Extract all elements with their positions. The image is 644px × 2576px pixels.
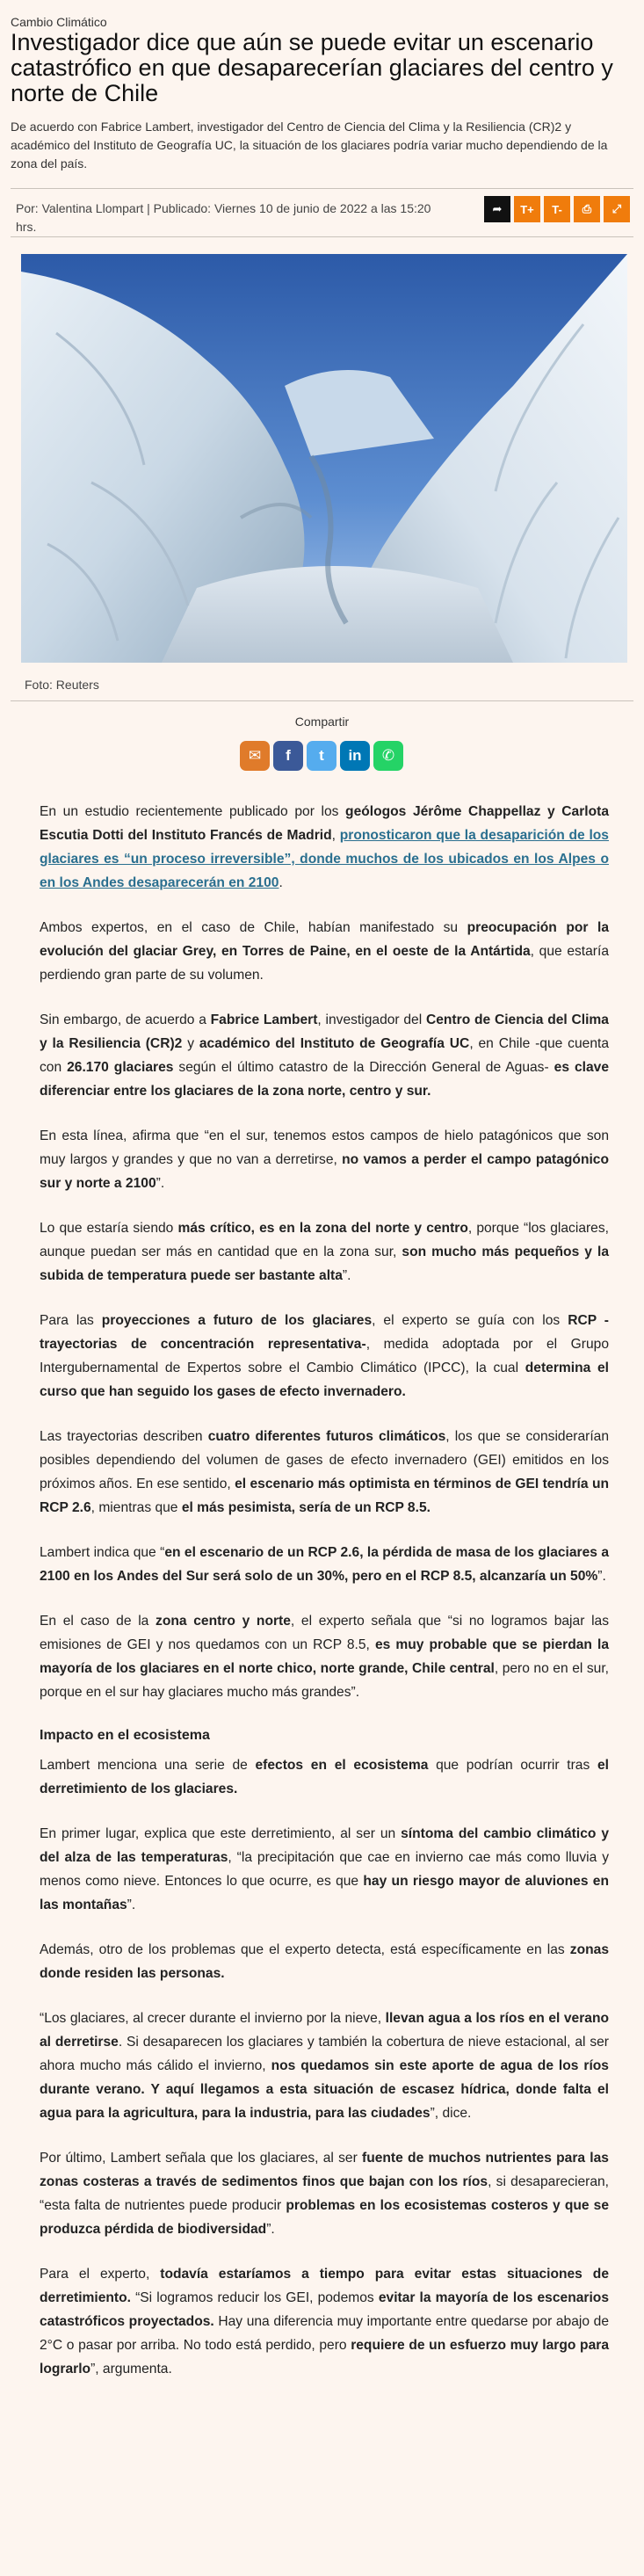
bold-text: en el escenario de un RCP 2.6, la pérdida de masa de los glaciares a 2100 en los Andes del Sur será solo de un 30%, pero en el RCP 8.5, alcanzaría un 50%	[40, 1545, 610, 1584]
bold-text: RCP -trayectorias de concentración representativa-	[40, 1313, 609, 1352]
text-run: Hay una diferencia muy importante entre quedarse por abajo de 2°C o pasar por arriba. No todo está perdido, pero	[40, 2314, 609, 2353]
paragraph	[40, 1425, 609, 1520]
text-run: Ambos expertos, en el caso de Chile, habían manifestado su	[40, 920, 467, 935]
text-run: En el caso de la	[40, 1614, 156, 1629]
article-tools	[484, 196, 630, 222]
bold-text: todavía estaríamos a tiempo para evitar estas situaciones de derretimiento.	[40, 2267, 609, 2305]
text-run: Por último, Lambert señala que los glaciares, al ser	[40, 2151, 363, 2166]
linkedin-icon[interactable]: in	[340, 741, 370, 771]
paragraph	[40, 1753, 609, 1801]
text-run: Lambert menciona una serie de	[40, 1758, 256, 1773]
bold-text: problemas en los ecosistemas costeros y que se produzca pérdida de biodiversidad	[40, 2198, 610, 2237]
bold-text: académico del Instituto de Geografía UC	[199, 1036, 470, 1051]
article-subheading: Impacto en el ecosistema	[40, 1728, 210, 1743]
paragraph	[40, 1008, 609, 1103]
text-run: , que estaría perdiendo gran parte de su volumen.	[40, 944, 610, 983]
text-run: Las trayectorias describen	[40, 1429, 208, 1444]
print-icon[interactable]: ⎙	[574, 196, 600, 222]
byline-bar	[11, 188, 633, 237]
article-paragraphs-2	[40, 1753, 609, 2381]
text-run: , los que se considerarían posibles dependiendo del volumen de gases de efecto invernadero (GEI) emitidos en los próximos años. En ese sentido,	[40, 1429, 609, 1491]
bold-text: evitar la mayoría de los escenarios catastróficos proyectados.	[40, 2290, 609, 2329]
share-arrow-icon[interactable]: ➦	[484, 196, 510, 222]
whatsapp-icon[interactable]: ✆	[373, 741, 403, 771]
email-icon[interactable]: ✉	[240, 741, 270, 771]
paragraph	[40, 1822, 609, 1917]
paragraph	[40, 1541, 609, 1588]
text-run: , el experto se guía con los	[372, 1313, 568, 1328]
article-paragraphs	[40, 800, 609, 1704]
text-run: que podrían ocurrir tras	[428, 1758, 597, 1773]
bold-text: es clave diferenciar entre los glaciares de la zona norte, centro y sur.	[40, 1060, 609, 1099]
text-run: , investigador del	[317, 1012, 426, 1027]
bold-text: preocupación por la evolución del glaciar Grey, en Torres de Paine, en el oeste de la Antártida	[40, 920, 609, 959]
text-run: , si desaparecieran, “esta falta de nutrientes puede producir	[40, 2174, 609, 2213]
article-lead: De acuerdo con Fabrice Lambert, investigador del Centro de Ciencia del Clima y la Resiliencia (CR)2 y académico del Instituto de Geografía UC, la situación de los glaciares podría variar mucho dependiendo de la zona del país.	[11, 120, 608, 171]
text-run: , “la precipitación que cae en invierno cae más como lluvia y menos como nieve. Entonces lo que ocurre, es que	[40, 1850, 610, 1889]
text-run: ,	[331, 828, 340, 843]
text-run: Además, otro de los problemas que el experto detecta, está específicamente en las	[40, 1942, 570, 1957]
text-run: Para las	[40, 1313, 102, 1328]
bold-text: más crítico, es en la zona del norte y centro	[177, 1221, 468, 1236]
text-run: , medida adoptada por el Grupo Intergubernamental de Expertos sobre el Cambio Climático (IPCC), la cual	[40, 1337, 610, 1375]
text-run: En primer lugar, explica que este derretimiento, al ser un	[40, 1826, 402, 1841]
text-run: , pero no en el sur, porque en el sur hay glaciares mucho más grandes”.	[40, 1661, 609, 1700]
text-run: , el experto señala que “si no logramos bajar las emisiones de GEI y nos quedamos con un RCP 8.5,	[40, 1614, 610, 1652]
paragraph	[40, 800, 609, 895]
text-run: “Si logramos reducir los GEI, podemos	[130, 2290, 379, 2305]
bold-text: el escenario más optimista en términos de GEI tendría un RCP 2.6	[40, 1477, 609, 1515]
text-run: En esta línea, afirma que “en el sur, tenemos estos campos de hielo patagónicos que son muy largos y grandes y que no van a derretirse,	[40, 1128, 609, 1167]
text-run: Lo que estaría siendo	[40, 1221, 178, 1236]
bold-text: nos quedamos sin este aporte de agua de los ríos durante verano. Y aquí llegamos a esta situación de escasez hídrica, donde falta el agua para la agricultura, para la industria, para las ciudades	[40, 2058, 609, 2121]
text-run: Para el experto,	[40, 2267, 161, 2282]
facebook-icon[interactable]: f	[273, 741, 303, 771]
paragraph	[40, 2146, 609, 2241]
paragraph	[40, 1938, 609, 1985]
text-run: Sin embargo, de acuerdo a	[40, 1012, 211, 1027]
text-run: ”.	[266, 2222, 275, 2237]
paragraph	[40, 1124, 609, 1195]
article-body	[40, 800, 609, 2402]
bold-text: efectos en el ecosistema	[255, 1758, 429, 1773]
bold-text: el derretimiento de los glaciares.	[40, 1758, 609, 1796]
text-run: . Si desaparecen los glaciares y también la cobertura de nieve estacional, al ser ahora mucho más cálido el invierno,	[40, 2035, 609, 2073]
share-buttons	[240, 741, 403, 771]
bold-text: zonas donde residen las personas.	[40, 1942, 609, 1981]
inline-link[interactable]: pronosticaron que la desaparición de los glaciares es “un proceso irreversible”, donde muchos de los ubicados en los Alpes o en los Andes desaparecerán en 2100	[40, 828, 609, 890]
bold-text: requiere de un esfuerzo muy largo para lograrlo	[40, 2338, 609, 2376]
font-decrease-button[interactable]: T-	[544, 196, 570, 222]
bold-text: Fabrice Lambert	[210, 1012, 318, 1027]
photo-caption: Foto: Reuters	[25, 678, 99, 692]
bold-text: hay un riesgo mayor de aluviones en las montañas	[40, 1874, 610, 1912]
text-run: “Los glaciares, al crecer durante el invierno por la nieve,	[40, 2011, 386, 2026]
paragraph	[40, 2262, 609, 2381]
text-run: ”.	[156, 1176, 165, 1191]
paragraph	[40, 2006, 609, 2125]
bold-text: cuatro diferentes futuros climáticos	[207, 1429, 446, 1444]
text-run: ”.	[597, 1569, 606, 1584]
bold-text: es muy probable que se pierdan la mayoría de los glaciares en el norte chico, norte grande, Chile central	[40, 1637, 609, 1676]
article-headline: Investigador dice que aún se puede evitar un escenario catastrófico en que desaparecerían glaciares del centro y norte de Chile	[11, 29, 613, 106]
text-run: y	[182, 1036, 199, 1051]
text-run: según el último catastro de la Dirección General de Aguas-	[173, 1060, 554, 1075]
bold-text: llevan agua a los ríos en el verano al derretirse	[40, 2011, 610, 2050]
bold-text: Centro de Ciencia del Clima y la Resiliencia (CR)2	[40, 1012, 609, 1051]
twitter-icon[interactable]: t	[307, 741, 336, 771]
text-run: , en Chile -que cuenta con	[40, 1036, 609, 1075]
text-run: .	[279, 875, 283, 890]
photo-caption-bar	[11, 666, 633, 701]
section-label[interactable]: Cambio Climático	[11, 15, 107, 29]
bold-text: el más pesimista, sería de un RCP 8.5.	[181, 1500, 431, 1515]
paragraph	[40, 1609, 609, 1704]
font-increase-button[interactable]: T+	[514, 196, 540, 222]
paragraph	[40, 916, 609, 987]
bold-text: proyecciones a futuro de los glaciares	[101, 1313, 373, 1328]
bold-text: 26.170 glaciares	[67, 1060, 174, 1075]
text-run: En un estudio recientemente publicado por los	[40, 804, 346, 819]
text-run: , porque “los glaciares, aunque puedan ser más en cantidad que en la zona sur,	[40, 1221, 609, 1259]
bold-text: determina el curso que han seguido los gases de efecto invernadero.	[40, 1361, 609, 1399]
bold-text: fuente de muchos nutrientes para las zonas costeras a través de sedimentos finos que bajan con los ríos	[40, 2151, 609, 2189]
bold-text: son mucho más pequeños y la subida de temperatura puede ser bastante alta	[40, 1244, 610, 1283]
text-run: ”.	[127, 1898, 136, 1912]
text-run: Lambert indica que “	[40, 1545, 165, 1560]
article-photo	[21, 254, 627, 663]
bold-text: síntoma del cambio climático y del alza de las temperaturas	[40, 1826, 609, 1865]
share-label: Compartir	[294, 715, 350, 729]
paragraph	[40, 1216, 609, 1288]
text-run: ”, argumenta.	[90, 2362, 172, 2376]
text-run: ”, dice.	[430, 2106, 472, 2121]
text-run: ”.	[342, 1268, 351, 1283]
text-run: , mientras que	[90, 1500, 182, 1515]
paragraph	[40, 1309, 609, 1404]
byline: Por: Valentina Llompart | Publicado: Viernes 10 de junio de 2022 a las 15:20 hrs.	[16, 201, 431, 234]
bold-text: zona centro y norte	[156, 1614, 291, 1629]
bold-text: no vamos a perder el campo patagónico sur y norte a 2100	[40, 1152, 609, 1191]
bold-text: geólogos Jérôme Chappellaz y Carlota Escutia Dotti del Instituto Francés de Madrid	[40, 804, 609, 843]
expand-icon[interactable]: ⤢	[604, 196, 630, 222]
